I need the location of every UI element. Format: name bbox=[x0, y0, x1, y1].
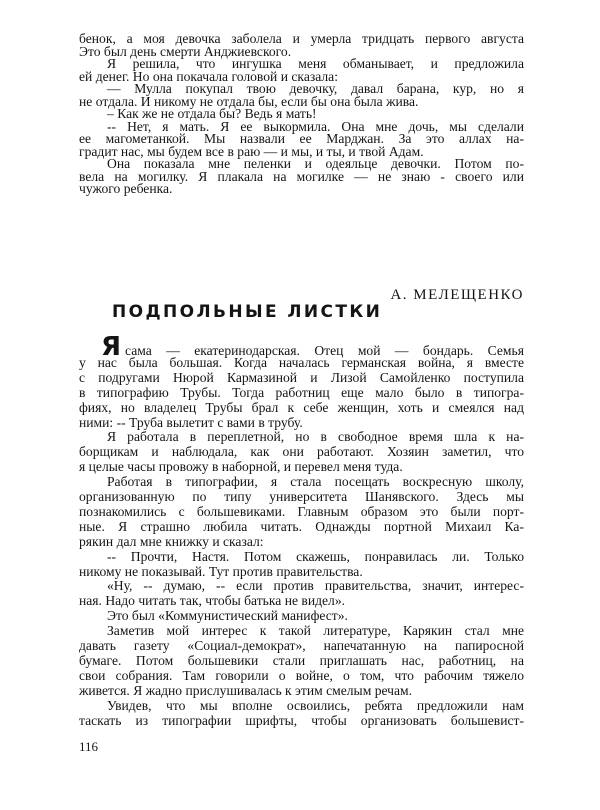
text-line-content: вела на могилку. Я плакала на могилке — не знаю - своего или bbox=[79, 168, 524, 184]
text-line-content: Это был «Коммунистический манифест». bbox=[107, 608, 348, 624]
text-line-content: Это был день смерти Анджиевского. bbox=[79, 43, 292, 59]
text-line bbox=[79, 593, 524, 608]
text-line-content: ей денег. Но она покачала головой и сказала: bbox=[79, 68, 338, 84]
text-line bbox=[79, 534, 524, 549]
text-line bbox=[79, 415, 524, 430]
text-line bbox=[107, 608, 524, 623]
text-line-content: у нас была большая. Когда началась германская война, я вместе bbox=[79, 354, 524, 370]
text-line-content: — Мулла покупал твою девочку, давал барана, кур, но я bbox=[107, 81, 524, 96]
text-line-content: борщикам и наблюдала, как они работают. Хозяин заметил, что bbox=[79, 444, 524, 460]
text-line-content: свои собрания. Там говорили о войне, о том, что рабочим тяжело bbox=[79, 667, 524, 683]
text-line-content: чужого ребенка. bbox=[79, 181, 173, 196]
text-line-content: – Как же не отдала бы? Ведь я мать! bbox=[107, 106, 317, 121]
text-line bbox=[79, 355, 524, 370]
text-line bbox=[79, 400, 524, 415]
text-line-content: «Ну, -- думаю, -- если против правительства, значит, интерес- bbox=[107, 578, 524, 594]
text-line bbox=[79, 504, 524, 519]
text-line bbox=[79, 519, 524, 534]
text-line bbox=[79, 181, 524, 196]
text-line bbox=[107, 578, 524, 593]
text-line-content: в типографию Трубы. Тогда работниц еще мало было в типогра- bbox=[79, 384, 524, 400]
drop-cap: Я bbox=[101, 332, 122, 362]
text-line bbox=[79, 638, 524, 653]
text-line bbox=[107, 698, 524, 713]
text-line bbox=[107, 429, 524, 444]
page-number: 116 bbox=[79, 739, 99, 754]
text-line-content: Увидев, что мы вполне освоились, ребята предложили нам bbox=[107, 697, 524, 713]
text-line-content: Заметив мой интерес к такой литературе, Карякин стал мне bbox=[107, 623, 524, 639]
text-line-content: бенок, а моя девочка заболела и умерла тридцать первого августа bbox=[79, 31, 524, 46]
text-line-content: Я работала в переплетной, но в свободное время шла к на- bbox=[107, 429, 524, 445]
text-line-content: ная. Надо читать так, чтобы батька не видел». bbox=[79, 593, 346, 609]
text-line bbox=[79, 489, 524, 504]
article-title: ПОДПОЛЬНЫЕ ЛИСТКИ bbox=[112, 302, 383, 322]
text-line bbox=[79, 370, 524, 385]
text-line bbox=[107, 474, 524, 489]
text-line bbox=[79, 653, 524, 668]
text-line-content: познакомились с большевиками. Главным образом это были порт- bbox=[79, 503, 524, 519]
text-line-content: -- Нет, я мать. Я ее выкормила. Она мне дочь, мы сделали bbox=[107, 118, 524, 134]
text-line-content: таскать из типографии шрифты, чтобы организовать большевист- bbox=[79, 712, 524, 728]
text-line bbox=[79, 683, 524, 698]
text-line-content: живется. Я жадно прислушивалась к этим смелым речам. bbox=[79, 682, 413, 698]
text-line-content: давать газету «Социал-демократ», напечатанную на папиросной bbox=[79, 638, 524, 653]
text-line bbox=[107, 623, 524, 638]
text-line bbox=[79, 668, 524, 683]
text-line bbox=[79, 713, 524, 728]
text-line-content: с подругами Нюрой Кармазиной и Лизой Самойленко поступила bbox=[79, 369, 524, 385]
text-line-content: фиях, но владелец Трубы брал к себе женщин, хоть и смеялся над bbox=[79, 399, 524, 415]
text-line-content: никому не показывай. Тут против правительства. bbox=[79, 563, 363, 579]
text-line-content: Я решила, что ингушка меня обманывает, и предложила bbox=[107, 56, 524, 71]
text-line-content: рякин дал мне книжку и сказал: bbox=[79, 533, 264, 549]
text-line-content: организованную по типу университета Шанявского. Здесь мы bbox=[79, 489, 524, 504]
text-line bbox=[79, 385, 524, 400]
text-line-content: -- Прочти, Настя. Потом скажешь, понравилась ли. Только bbox=[107, 548, 524, 564]
text-line-content: градит нас, мы будем все в раю — и мы, и ты, и твой Адам. bbox=[79, 143, 424, 159]
text-line-content: Она показала мне пеленки и одеяльце девочки. Потом по- bbox=[107, 156, 524, 171]
text-line-content: я целые часы провожу в наборной, и перевел меня туда. bbox=[79, 459, 403, 475]
text-line bbox=[79, 444, 524, 459]
text-line-content: не отдала. И никому не отдала бы, если бы она была жива. bbox=[79, 93, 419, 109]
text-line-content: сама — екатеринодарская. Отец мой — бондарь. Семья bbox=[125, 343, 524, 358]
text-line bbox=[79, 459, 524, 474]
text-line-content: бумаге. Потом большевики стали приглашать нас, работниц, на bbox=[79, 652, 524, 668]
article-author: А. МЕЛЕЩЕНКО bbox=[390, 287, 524, 303]
text-line-content: ними: -- Труба вылетит с вами в трубу. bbox=[79, 414, 303, 430]
text-line bbox=[79, 564, 524, 579]
text-line bbox=[107, 549, 524, 564]
text-line-content: ные. Я страшно любила читать. Однажды портной Михаил Ка- bbox=[79, 518, 524, 534]
text-line-content: ее магометанкой. Мы назвали ее Марджан. За это аллах на- bbox=[79, 131, 524, 146]
text-line-content: Работая в типографии, я стала посещать воскресную школу, bbox=[107, 474, 524, 490]
